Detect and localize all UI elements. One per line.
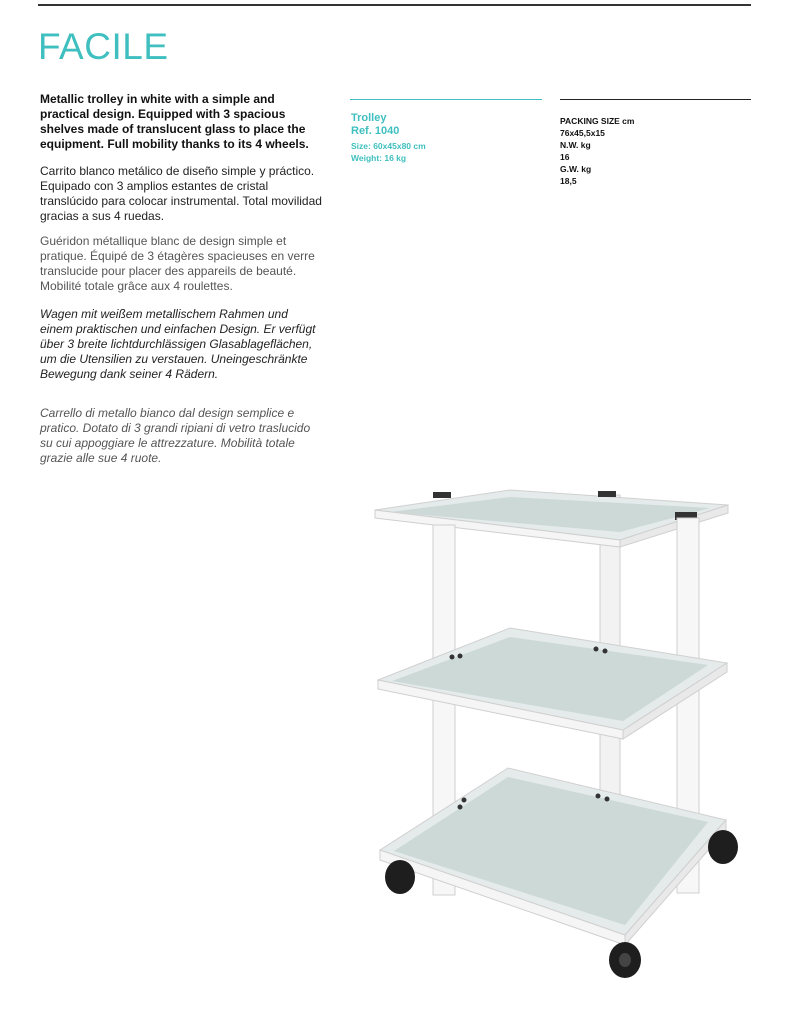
top-shelf — [375, 490, 728, 547]
net-weight-label: N.W. kg — [560, 140, 591, 150]
product-rule — [350, 99, 542, 100]
packing-size-value: 76x45,5x15 — [560, 128, 605, 138]
description-french: Guéridon métallique blanc de design simple et pratique. Équipé de 3 étagères spacieuses en verre translucide pour placer des appareils de beauté. Mobilité totale grâce aux 4 roulettes. — [40, 234, 315, 293]
product-weight: Weight: 16 kg — [351, 153, 407, 163]
top-rule — [38, 4, 751, 6]
gross-weight-value: 18,5 — [560, 176, 577, 186]
net-weight-value: 16 — [560, 152, 570, 162]
description-english: Metallic trolley in white with a simple and practical design. Equipped with 3 spacious shelves made of translucent glass to place the equipment. Full mobility thanks to its 4 wheels. — [40, 92, 309, 151]
packing-rule — [560, 99, 751, 100]
description-spanish: Carrito blanco metálico de diseño simple y práctico. Equipado con 3 amplios estantes de cristal translúcido para colocar instrumental. Total movilidad gracias a sus 4 ruedas. — [40, 164, 322, 223]
gross-weight-label: G.W. kg — [560, 164, 592, 174]
product-name: Trolley — [351, 112, 387, 124]
bottom-shelf — [380, 768, 726, 945]
description-italian: Carrello di metallo bianco dal design semplice e pratico. Dotato di 3 grandi ripiani di vetro traslucido su cui appoggiare le attrezzature. Mobilità totale grazie alle sue 4 ruote. — [40, 406, 311, 465]
trolley-image — [370, 485, 770, 985]
page-title: FACILE — [38, 26, 169, 67]
product-ref: Ref. 1040 — [351, 125, 400, 137]
packing-size-label: PACKING SIZE cm — [560, 116, 635, 126]
description-german: Wagen mit weißem metallischem Rahmen und einem praktischen und einfachen Design. Er verfügt über 3 breite lichtdurchlässigen Glasablageflächen, um die Utensilien zu verstauen. Uneingeschränkte Bewegung dank seiner 4 Rädern. — [40, 307, 316, 381]
product-size: Size: 60x45x80 cm — [351, 141, 426, 151]
middle-shelf — [378, 628, 727, 739]
